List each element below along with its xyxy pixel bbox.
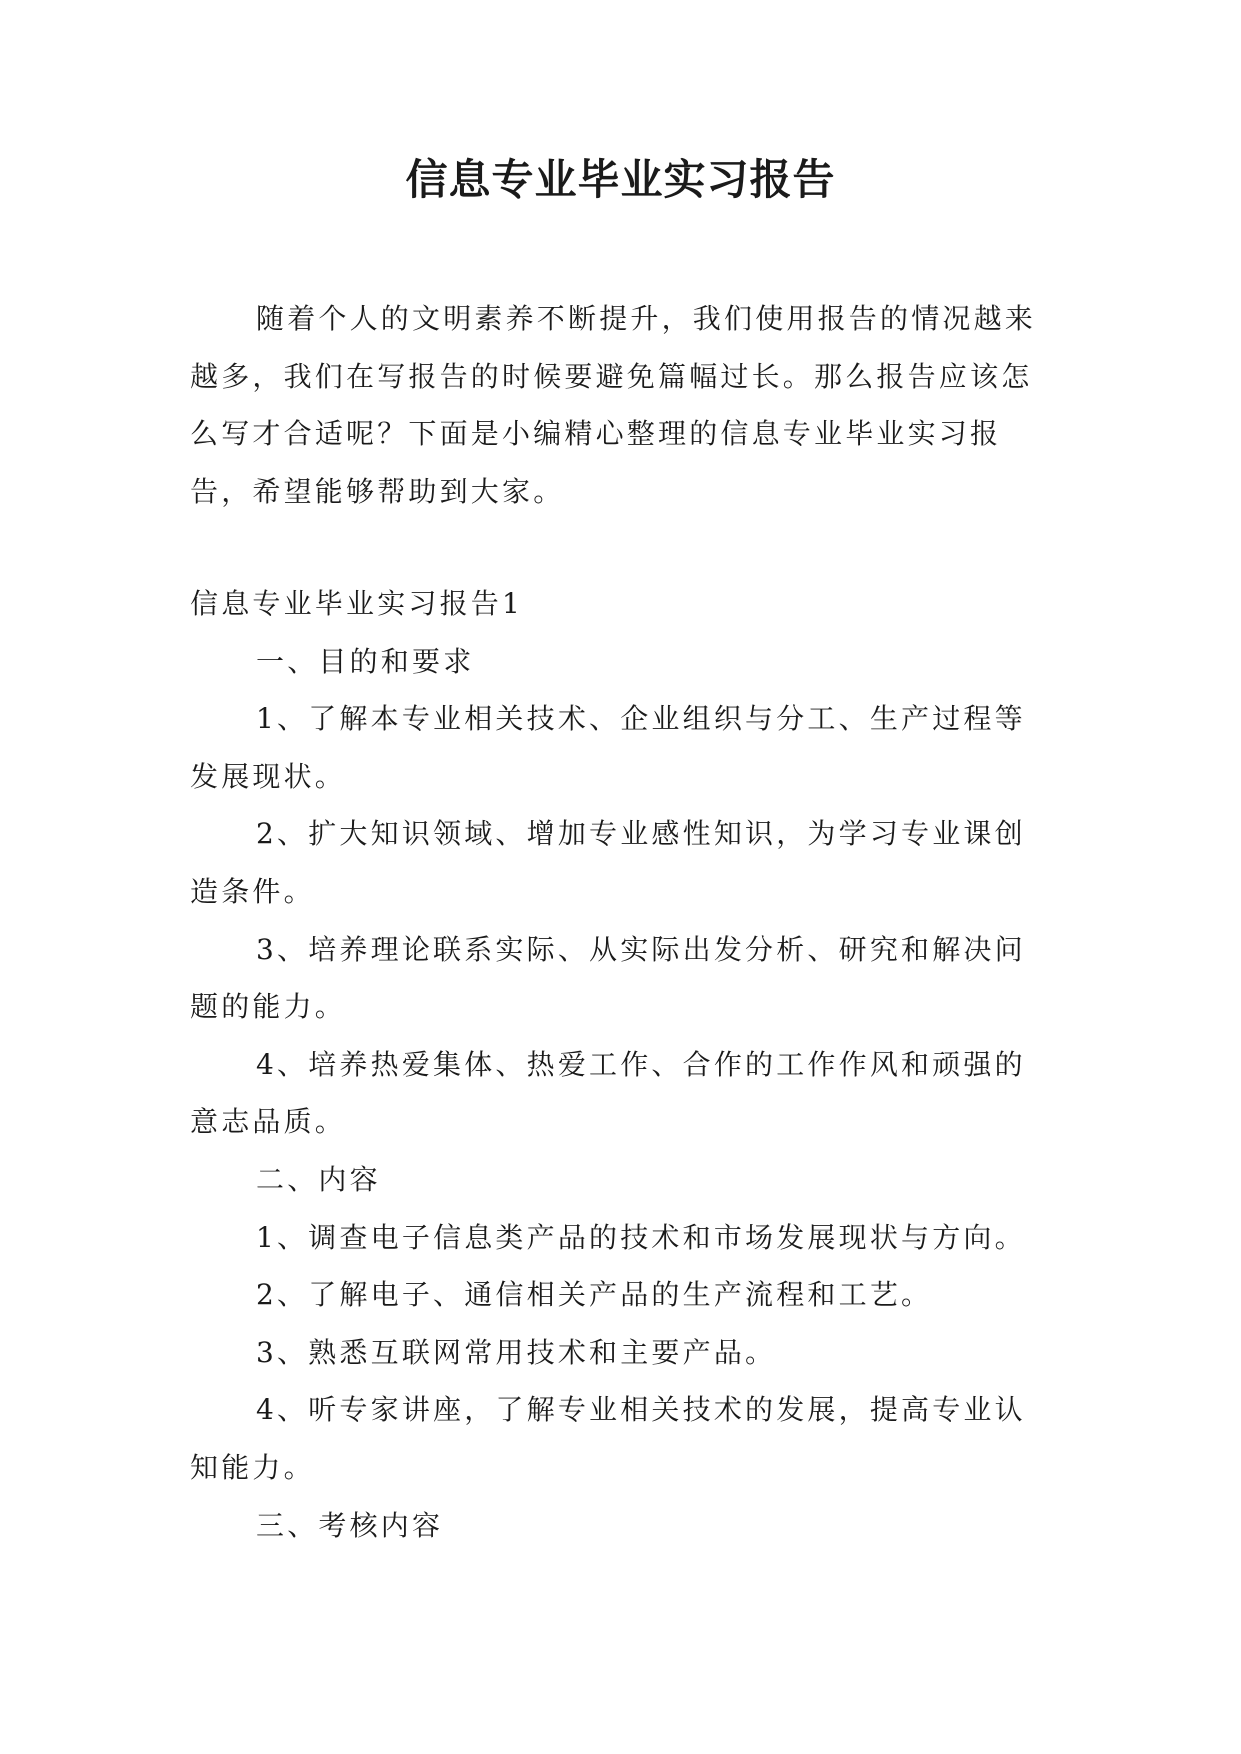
content-item-4: 4、听专家讲座，了解专业相关技术的发展，提高专业认知能力。 [190,1393,1026,1484]
goal-item-3: 3、培养理论联系实际、从实际出发分析、研究和解决问题的能力。 [190,932,1026,1024]
report-section [190,575,1050,1554]
content-item-2: 2、了解电子、通信相关产品的生产流程和工艺。 [256,1278,933,1312]
heading-content: 二、内容 [256,1162,381,1196]
document-title: 信息专业毕业实习报告 [405,155,836,204]
heading-goals: 一、目的和要求 [256,644,475,678]
goal-item-1: 1、了解本专业相关技术、企业组织与分工、生产过程等发展现状。 [190,702,1026,793]
intro-paragraph: 随着个人的文明素养不断提升，我们使用报告的情况越来越多，我们在写报告的时候要避免篇幅过长。那么报告应该怎么写才合适呢？下面是小编精心整理的信息专业毕业实习报告，希望能够帮助到大家。 [190,302,1037,508]
section-title: 信息专业毕业实习报告1 [190,587,524,620]
heading-assessment: 三、考核内容 [256,1508,444,1542]
content-item-3: 3、熟悉互联网常用技术和主要产品。 [256,1335,777,1369]
goal-item-4: 4、培养热爱集体、热爱工作、合作的工作作风和顽强的意志品质。 [190,1047,1026,1139]
content-item-1: 1、调查电子信息类产品的技术和市场发展现状与方向。 [256,1220,1026,1254]
goal-item-2: 2、扩大知识领域、增加专业感性知识，为学习专业课创造条件。 [190,817,1026,908]
